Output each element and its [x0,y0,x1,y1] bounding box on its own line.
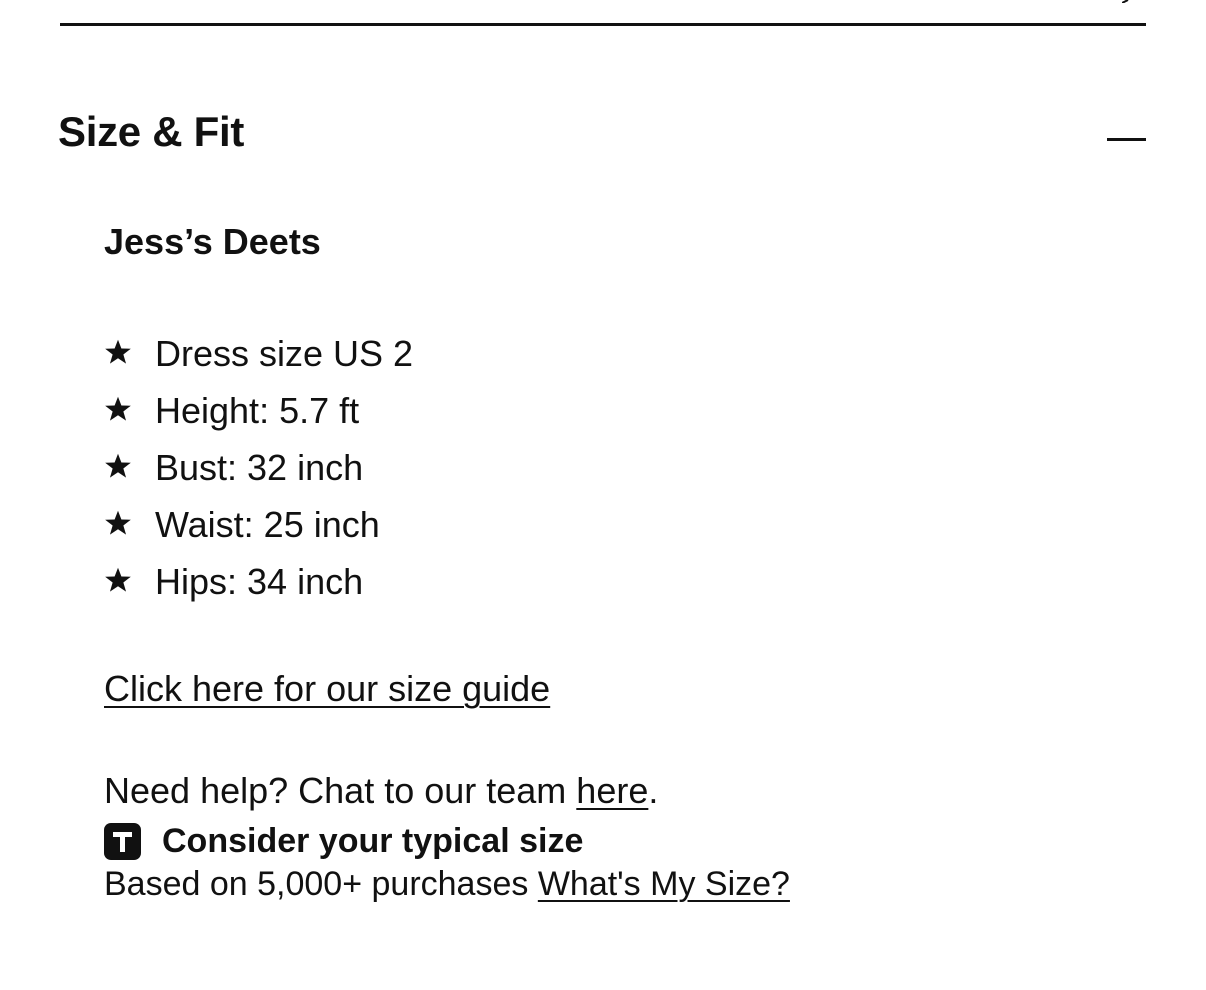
spec-label: Waist: 25 inch [155,503,380,545]
fit-widget-subtitle: Based on 5,000+ purchases [104,865,529,903]
divider [60,23,1146,26]
star-icon [104,338,132,366]
size-fit-panel [104,220,1144,904]
fit-widget-subtitle-row [104,864,1144,904]
list-item [104,439,1144,496]
spec-label: Dress size US 2 [155,332,414,374]
section-title: Size & Fit [58,108,245,155]
whats-my-size-link[interactable]: What's My Size? [537,865,790,903]
list-item [104,325,1144,382]
fit-logo-icon [104,823,141,860]
list-item [104,553,1144,610]
chat-link[interactable]: here [576,770,649,811]
minus-icon [1107,138,1146,141]
star-icon [104,452,132,480]
chevron-icon [1122,0,1130,3]
fit-widget-title: Consider your typical size [162,822,584,860]
help-suffix: . [648,770,659,811]
star-icon [104,566,132,594]
help-prefix: Need help? Chat to our team [104,770,577,811]
spec-label: Hips: 34 inch [155,560,364,602]
size-guide-link[interactable]: Click here for our size guide [104,668,551,709]
deets-heading: Jess’s Deets [104,221,321,262]
help-text [104,769,1144,813]
model-specs-list [104,325,1144,610]
collapse-toggle-button[interactable] [1104,126,1148,154]
spec-label: Bust: 32 inch [155,446,364,488]
fit-widget-header [104,821,1144,861]
spec-label: Height: 5.7 ft [155,389,360,431]
list-item [104,382,1144,439]
list-item [104,496,1144,553]
star-icon [104,509,132,537]
star-icon [104,395,132,423]
